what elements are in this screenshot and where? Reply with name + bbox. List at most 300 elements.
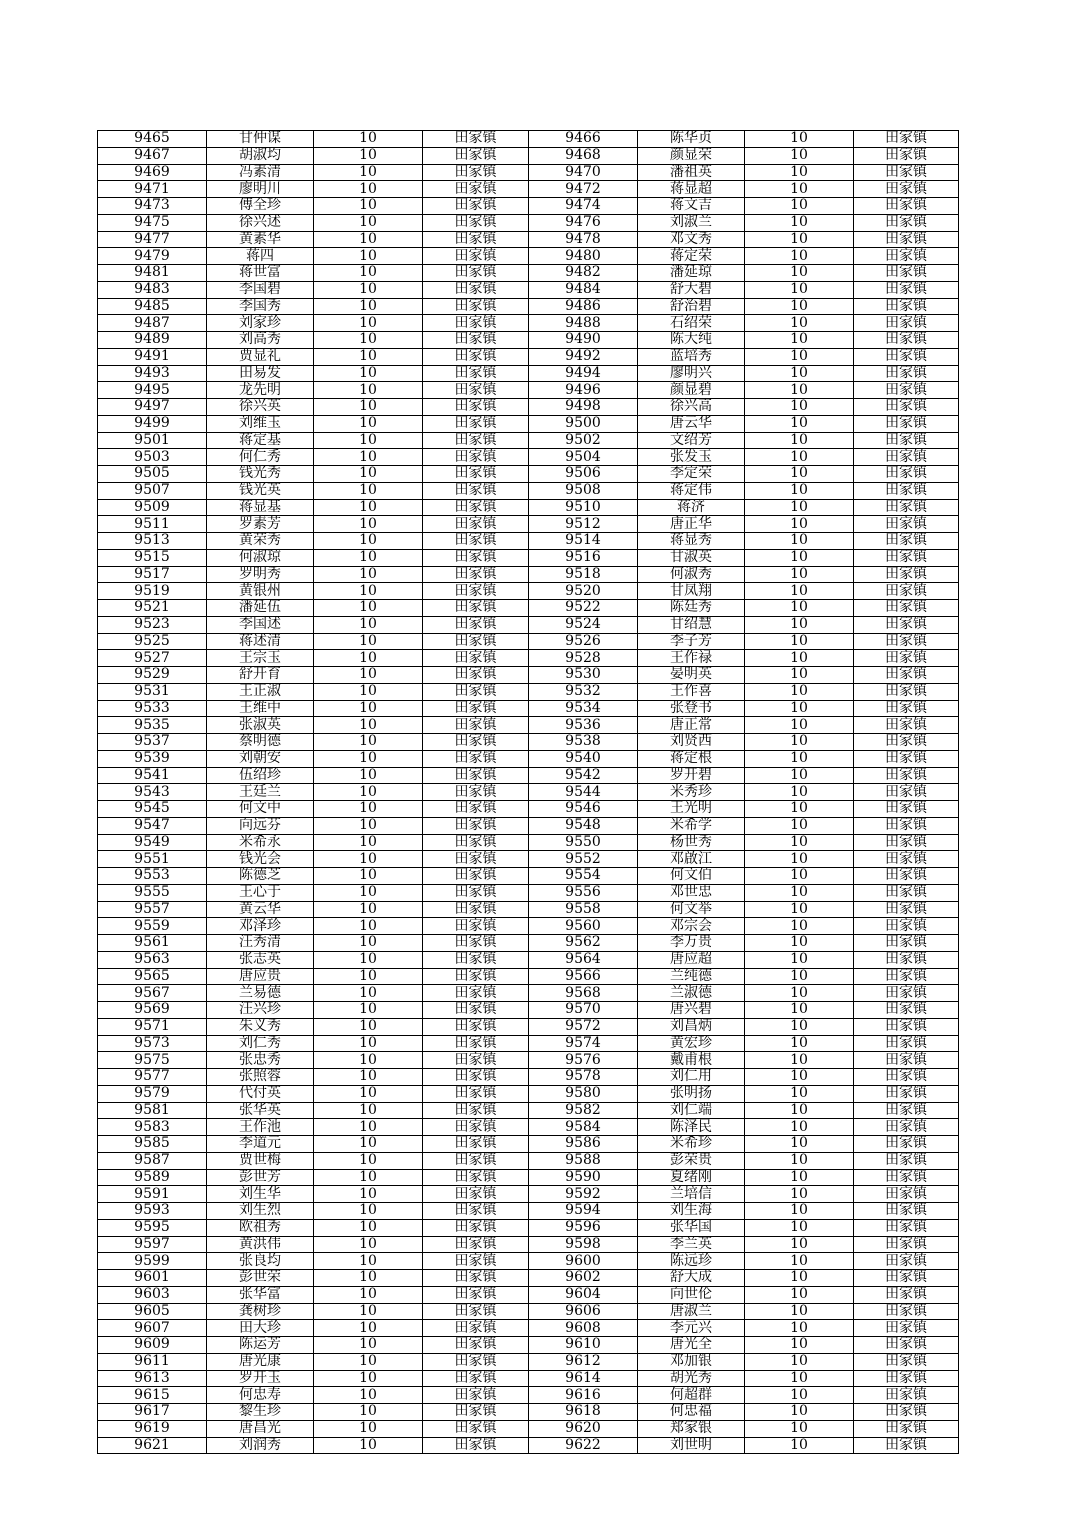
cell-record-number: 9467 <box>98 147 207 164</box>
cell-town: 田家镇 <box>423 1152 529 1169</box>
cell-person-name: 张登书 <box>638 700 745 717</box>
cell-record-number: 9518 <box>529 566 638 583</box>
cell-person-name: 米希学 <box>638 817 745 834</box>
cell-record-number: 9484 <box>529 281 638 298</box>
table-row <box>98 1085 959 1102</box>
cell-person-name: 李兰英 <box>638 1236 745 1253</box>
cell-record-number: 9478 <box>529 231 638 248</box>
cell-person-name: 徐兴英 <box>207 399 314 416</box>
cell-amount: 10 <box>745 248 854 265</box>
cell-town: 田家镇 <box>854 466 959 483</box>
cell-amount: 10 <box>314 131 423 148</box>
cell-town: 田家镇 <box>854 1052 959 1069</box>
cell-person-name: 张华英 <box>207 1102 314 1119</box>
cell-amount: 10 <box>745 1035 854 1052</box>
cell-person-name: 邓世忠 <box>638 884 745 901</box>
table-row <box>98 951 959 968</box>
cell-person-name: 刘昌炳 <box>638 1018 745 1035</box>
cell-town: 田家镇 <box>423 198 529 215</box>
cell-town: 田家镇 <box>854 1303 959 1320</box>
cell-amount: 10 <box>745 1069 854 1086</box>
cell-person-name: 汪兴珍 <box>207 1002 314 1019</box>
cell-amount: 10 <box>745 884 854 901</box>
cell-record-number: 9491 <box>98 348 207 365</box>
cell-record-number: 9621 <box>98 1437 207 1454</box>
cell-amount: 10 <box>314 1169 423 1186</box>
cell-amount: 10 <box>314 1102 423 1119</box>
cell-town: 田家镇 <box>423 382 529 399</box>
cell-town: 田家镇 <box>423 1035 529 1052</box>
cell-amount: 10 <box>745 734 854 751</box>
cell-town: 田家镇 <box>423 1236 529 1253</box>
cell-record-number: 9562 <box>529 935 638 952</box>
table-row <box>98 868 959 885</box>
cell-person-name: 陈泽民 <box>638 1119 745 1136</box>
cell-record-number: 9533 <box>98 700 207 717</box>
cell-town: 田家镇 <box>423 1052 529 1069</box>
table-row <box>98 650 959 667</box>
table-row <box>98 248 959 265</box>
cell-amount: 10 <box>314 248 423 265</box>
table-row <box>98 516 959 533</box>
table-row <box>98 482 959 499</box>
cell-amount: 10 <box>745 968 854 985</box>
cell-person-name: 陈远珍 <box>638 1253 745 1270</box>
cell-record-number: 9487 <box>98 315 207 332</box>
cell-amount: 10 <box>745 231 854 248</box>
cell-amount: 10 <box>314 1219 423 1236</box>
table-row <box>98 164 959 181</box>
cell-person-name: 黄宏珍 <box>638 1035 745 1052</box>
cell-amount: 10 <box>314 884 423 901</box>
cell-amount: 10 <box>314 1085 423 1102</box>
cell-amount: 10 <box>745 633 854 650</box>
cell-amount: 10 <box>314 1035 423 1052</box>
cell-person-name: 刘朝安 <box>207 750 314 767</box>
cell-town: 田家镇 <box>854 633 959 650</box>
cell-person-name: 钱光英 <box>207 482 314 499</box>
cell-town: 田家镇 <box>854 600 959 617</box>
cell-record-number: 9472 <box>529 181 638 198</box>
cell-town: 田家镇 <box>854 265 959 282</box>
cell-amount: 10 <box>745 616 854 633</box>
cell-amount: 10 <box>314 1002 423 1019</box>
cell-person-name: 何淑琼 <box>207 549 314 566</box>
cell-town: 田家镇 <box>423 466 529 483</box>
cell-person-name: 唐光康 <box>207 1353 314 1370</box>
cell-person-name: 刘家珍 <box>207 315 314 332</box>
cell-record-number: 9525 <box>98 633 207 650</box>
cell-town: 田家镇 <box>423 683 529 700</box>
cell-record-number: 9497 <box>98 399 207 416</box>
cell-record-number: 9574 <box>529 1035 638 1052</box>
cell-person-name: 邓啟江 <box>638 851 745 868</box>
cell-person-name: 潘延伍 <box>207 600 314 617</box>
table-row <box>98 1152 959 1169</box>
table-row <box>98 1203 959 1220</box>
cell-person-name: 罗素芳 <box>207 516 314 533</box>
cell-person-name: 黎生珍 <box>207 1404 314 1421</box>
cell-record-number: 9507 <box>98 482 207 499</box>
cell-amount: 10 <box>745 985 854 1002</box>
cell-record-number: 9617 <box>98 1404 207 1421</box>
cell-person-name: 蒋定根 <box>638 750 745 767</box>
cell-amount: 10 <box>745 650 854 667</box>
table-row <box>98 1420 959 1437</box>
cell-person-name: 王光明 <box>638 801 745 818</box>
cell-record-number: 9512 <box>529 516 638 533</box>
cell-town: 田家镇 <box>854 1370 959 1387</box>
cell-town: 田家镇 <box>854 985 959 1002</box>
cell-town: 田家镇 <box>854 667 959 684</box>
cell-town: 田家镇 <box>423 583 529 600</box>
table-row <box>98 1353 959 1370</box>
cell-amount: 10 <box>314 951 423 968</box>
cell-record-number: 9517 <box>98 566 207 583</box>
cell-record-number: 9559 <box>98 918 207 935</box>
cell-record-number: 9602 <box>529 1270 638 1287</box>
cell-record-number: 9503 <box>98 449 207 466</box>
cell-person-name: 戴甫根 <box>638 1052 745 1069</box>
cell-person-name: 蒋济 <box>638 499 745 516</box>
cell-record-number: 9549 <box>98 834 207 851</box>
cell-person-name: 唐应超 <box>638 951 745 968</box>
cell-town: 田家镇 <box>423 1353 529 1370</box>
cell-town: 田家镇 <box>423 884 529 901</box>
cell-person-name: 唐应贵 <box>207 968 314 985</box>
cell-person-name: 黄洪伟 <box>207 1236 314 1253</box>
cell-town: 田家镇 <box>423 549 529 566</box>
cell-record-number: 9540 <box>529 750 638 767</box>
table-row <box>98 1253 959 1270</box>
table-row <box>98 1136 959 1153</box>
cell-person-name: 蒋世富 <box>207 265 314 282</box>
cell-person-name: 蒋述清 <box>207 633 314 650</box>
table-row <box>98 884 959 901</box>
cell-amount: 10 <box>745 432 854 449</box>
cell-amount: 10 <box>314 549 423 566</box>
cell-record-number: 9605 <box>98 1303 207 1320</box>
cell-amount: 10 <box>314 164 423 181</box>
cell-record-number: 9607 <box>98 1320 207 1337</box>
cell-amount: 10 <box>745 1353 854 1370</box>
cell-town: 田家镇 <box>423 717 529 734</box>
cell-person-name: 蒋定伟 <box>638 482 745 499</box>
cell-town: 田家镇 <box>423 1085 529 1102</box>
cell-record-number: 9506 <box>529 466 638 483</box>
cell-amount: 10 <box>314 348 423 365</box>
cell-town: 田家镇 <box>854 1085 959 1102</box>
cell-person-name: 王维中 <box>207 700 314 717</box>
cell-person-name: 邓加银 <box>638 1353 745 1370</box>
cell-town: 田家镇 <box>854 1320 959 1337</box>
cell-amount: 10 <box>314 667 423 684</box>
cell-person-name: 舒开育 <box>207 667 314 684</box>
cell-town: 田家镇 <box>854 1136 959 1153</box>
cell-record-number: 9531 <box>98 683 207 700</box>
cell-amount: 10 <box>314 750 423 767</box>
cell-person-name: 米希珍 <box>638 1136 745 1153</box>
cell-person-name: 代付英 <box>207 1085 314 1102</box>
cell-town: 田家镇 <box>854 1420 959 1437</box>
table-row <box>98 784 959 801</box>
cell-person-name: 王正淑 <box>207 683 314 700</box>
table-row <box>98 449 959 466</box>
cell-person-name: 舒治碧 <box>638 298 745 315</box>
cell-amount: 10 <box>314 1253 423 1270</box>
cell-person-name: 邓泽珍 <box>207 918 314 935</box>
cell-record-number: 9592 <box>529 1186 638 1203</box>
cell-town: 田家镇 <box>423 332 529 349</box>
cell-town: 田家镇 <box>854 415 959 432</box>
cell-town: 田家镇 <box>854 1387 959 1404</box>
cell-record-number: 9480 <box>529 248 638 265</box>
table-row <box>98 717 959 734</box>
cell-record-number: 9601 <box>98 1270 207 1287</box>
table-row <box>98 616 959 633</box>
cell-amount: 10 <box>745 1119 854 1136</box>
cell-record-number: 9468 <box>529 147 638 164</box>
cell-person-name: 兰培信 <box>638 1186 745 1203</box>
table-row <box>98 231 959 248</box>
table-row <box>98 399 959 416</box>
cell-record-number: 9469 <box>98 164 207 181</box>
cell-person-name: 张照蓉 <box>207 1069 314 1086</box>
cell-amount: 10 <box>745 549 854 566</box>
cell-town: 田家镇 <box>854 348 959 365</box>
cell-person-name: 潘祖英 <box>638 164 745 181</box>
cell-record-number: 9514 <box>529 533 638 550</box>
cell-amount: 10 <box>745 348 854 365</box>
cell-record-number: 9526 <box>529 633 638 650</box>
cell-person-name: 陈华贞 <box>638 131 745 148</box>
cell-town: 田家镇 <box>854 1437 959 1454</box>
table-row <box>98 214 959 231</box>
roster-table-body <box>98 131 959 1454</box>
cell-person-name: 何文中 <box>207 801 314 818</box>
cell-town: 田家镇 <box>854 750 959 767</box>
cell-town: 田家镇 <box>423 1186 529 1203</box>
table-row <box>98 265 959 282</box>
cell-amount: 10 <box>745 1052 854 1069</box>
cell-town: 田家镇 <box>423 1069 529 1086</box>
cell-record-number: 9466 <box>529 131 638 148</box>
cell-record-number: 9612 <box>529 1353 638 1370</box>
table-row <box>98 1236 959 1253</box>
cell-person-name: 唐光全 <box>638 1337 745 1354</box>
cell-amount: 10 <box>314 1420 423 1437</box>
cell-record-number: 9521 <box>98 600 207 617</box>
table-row <box>98 1035 959 1052</box>
cell-record-number: 9477 <box>98 231 207 248</box>
cell-town: 田家镇 <box>423 164 529 181</box>
cell-amount: 10 <box>745 834 854 851</box>
cell-town: 田家镇 <box>423 281 529 298</box>
cell-record-number: 9620 <box>529 1420 638 1437</box>
cell-record-number: 9588 <box>529 1152 638 1169</box>
cell-amount: 10 <box>745 147 854 164</box>
cell-amount: 10 <box>745 1437 854 1454</box>
table-row <box>98 667 959 684</box>
cell-amount: 10 <box>745 1018 854 1035</box>
table-row <box>98 683 959 700</box>
cell-town: 田家镇 <box>854 1236 959 1253</box>
cell-amount: 10 <box>314 650 423 667</box>
cell-person-name: 何文伯 <box>638 868 745 885</box>
cell-record-number: 9485 <box>98 298 207 315</box>
cell-record-number: 9606 <box>529 1303 638 1320</box>
cell-amount: 10 <box>745 750 854 767</box>
cell-record-number: 9557 <box>98 901 207 918</box>
cell-amount: 10 <box>745 365 854 382</box>
cell-person-name: 李元兴 <box>638 1320 745 1337</box>
cell-amount: 10 <box>314 901 423 918</box>
cell-amount: 10 <box>314 566 423 583</box>
cell-person-name: 兰纯德 <box>638 968 745 985</box>
cell-person-name: 张华富 <box>207 1286 314 1303</box>
cell-person-name: 李国秀 <box>207 298 314 315</box>
cell-person-name: 潘延琼 <box>638 265 745 282</box>
table-row <box>98 817 959 834</box>
cell-amount: 10 <box>314 784 423 801</box>
cell-person-name: 刘生烈 <box>207 1203 314 1220</box>
cell-record-number: 9590 <box>529 1169 638 1186</box>
cell-amount: 10 <box>745 1253 854 1270</box>
cell-person-name: 邓宗会 <box>638 918 745 935</box>
cell-town: 田家镇 <box>854 516 959 533</box>
cell-town: 田家镇 <box>854 801 959 818</box>
cell-town: 田家镇 <box>854 1018 959 1035</box>
cell-person-name: 贾世梅 <box>207 1152 314 1169</box>
cell-record-number: 9529 <box>98 667 207 684</box>
cell-town: 田家镇 <box>423 918 529 935</box>
cell-person-name: 罗开碧 <box>638 767 745 784</box>
cell-town: 田家镇 <box>423 1102 529 1119</box>
cell-amount: 10 <box>314 801 423 818</box>
cell-record-number: 9578 <box>529 1069 638 1086</box>
cell-town: 田家镇 <box>854 951 959 968</box>
cell-town: 田家镇 <box>423 1286 529 1303</box>
table-row <box>98 549 959 566</box>
cell-amount: 10 <box>314 298 423 315</box>
cell-town: 田家镇 <box>423 1203 529 1220</box>
cell-town: 田家镇 <box>854 281 959 298</box>
cell-amount: 10 <box>314 265 423 282</box>
cell-record-number: 9585 <box>98 1136 207 1153</box>
cell-amount: 10 <box>745 935 854 952</box>
cell-town: 田家镇 <box>423 1320 529 1337</box>
cell-person-name: 王作喜 <box>638 683 745 700</box>
cell-person-name: 傅全珍 <box>207 198 314 215</box>
cell-amount: 10 <box>314 1052 423 1069</box>
cell-town: 田家镇 <box>423 449 529 466</box>
table-row <box>98 1320 959 1337</box>
table-row <box>98 365 959 382</box>
cell-record-number: 9554 <box>529 868 638 885</box>
cell-person-name: 刘生华 <box>207 1186 314 1203</box>
cell-record-number: 9556 <box>529 884 638 901</box>
cell-person-name: 蒋显秀 <box>638 533 745 550</box>
cell-town: 田家镇 <box>423 801 529 818</box>
cell-record-number: 9488 <box>529 315 638 332</box>
cell-person-name: 米希永 <box>207 834 314 851</box>
cell-amount: 10 <box>745 667 854 684</box>
cell-record-number: 9473 <box>98 198 207 215</box>
cell-amount: 10 <box>314 231 423 248</box>
cell-amount: 10 <box>745 951 854 968</box>
cell-town: 田家镇 <box>423 147 529 164</box>
cell-amount: 10 <box>745 901 854 918</box>
cell-record-number: 9541 <box>98 767 207 784</box>
cell-record-number: 9544 <box>529 784 638 801</box>
cell-person-name: 李国碧 <box>207 281 314 298</box>
cell-amount: 10 <box>745 600 854 617</box>
cell-town: 田家镇 <box>423 1169 529 1186</box>
cell-person-name: 何忠福 <box>638 1404 745 1421</box>
cell-town: 田家镇 <box>423 365 529 382</box>
cell-town: 田家镇 <box>854 315 959 332</box>
cell-amount: 10 <box>314 499 423 516</box>
cell-amount: 10 <box>745 198 854 215</box>
cell-record-number: 9616 <box>529 1387 638 1404</box>
cell-amount: 10 <box>745 1420 854 1437</box>
cell-amount: 10 <box>314 147 423 164</box>
cell-amount: 10 <box>745 1320 854 1337</box>
cell-record-number: 9558 <box>529 901 638 918</box>
cell-record-number: 9509 <box>98 499 207 516</box>
cell-town: 田家镇 <box>423 1370 529 1387</box>
cell-person-name: 刘高秀 <box>207 332 314 349</box>
cell-town: 田家镇 <box>423 600 529 617</box>
table-row <box>98 198 959 215</box>
cell-amount: 10 <box>745 533 854 550</box>
cell-person-name: 刘润秀 <box>207 1437 314 1454</box>
cell-amount: 10 <box>745 767 854 784</box>
cell-town: 田家镇 <box>854 549 959 566</box>
cell-record-number: 9532 <box>529 683 638 700</box>
cell-person-name: 王廷兰 <box>207 784 314 801</box>
cell-amount: 10 <box>745 399 854 416</box>
cell-amount: 10 <box>314 1203 423 1220</box>
cell-amount: 10 <box>745 1236 854 1253</box>
table-row <box>98 1437 959 1454</box>
cell-amount: 10 <box>314 315 423 332</box>
cell-record-number: 9545 <box>98 801 207 818</box>
cell-person-name: 蒋文吉 <box>638 198 745 215</box>
cell-record-number: 9527 <box>98 650 207 667</box>
cell-amount: 10 <box>314 817 423 834</box>
cell-record-number: 9610 <box>529 1337 638 1354</box>
cell-town: 田家镇 <box>854 181 959 198</box>
cell-town: 田家镇 <box>423 181 529 198</box>
cell-record-number: 9482 <box>529 265 638 282</box>
cell-town: 田家镇 <box>854 717 959 734</box>
cell-amount: 10 <box>745 1337 854 1354</box>
cell-record-number: 9579 <box>98 1085 207 1102</box>
cell-amount: 10 <box>745 1169 854 1186</box>
cell-town: 田家镇 <box>423 566 529 583</box>
cell-amount: 10 <box>745 315 854 332</box>
cell-amount: 10 <box>314 449 423 466</box>
cell-record-number: 9508 <box>529 482 638 499</box>
cell-town: 田家镇 <box>854 1337 959 1354</box>
cell-town: 田家镇 <box>854 214 959 231</box>
cell-amount: 10 <box>745 1085 854 1102</box>
table-row <box>98 801 959 818</box>
table-row <box>98 901 959 918</box>
cell-record-number: 9547 <box>98 817 207 834</box>
cell-person-name: 唐云华 <box>638 415 745 432</box>
